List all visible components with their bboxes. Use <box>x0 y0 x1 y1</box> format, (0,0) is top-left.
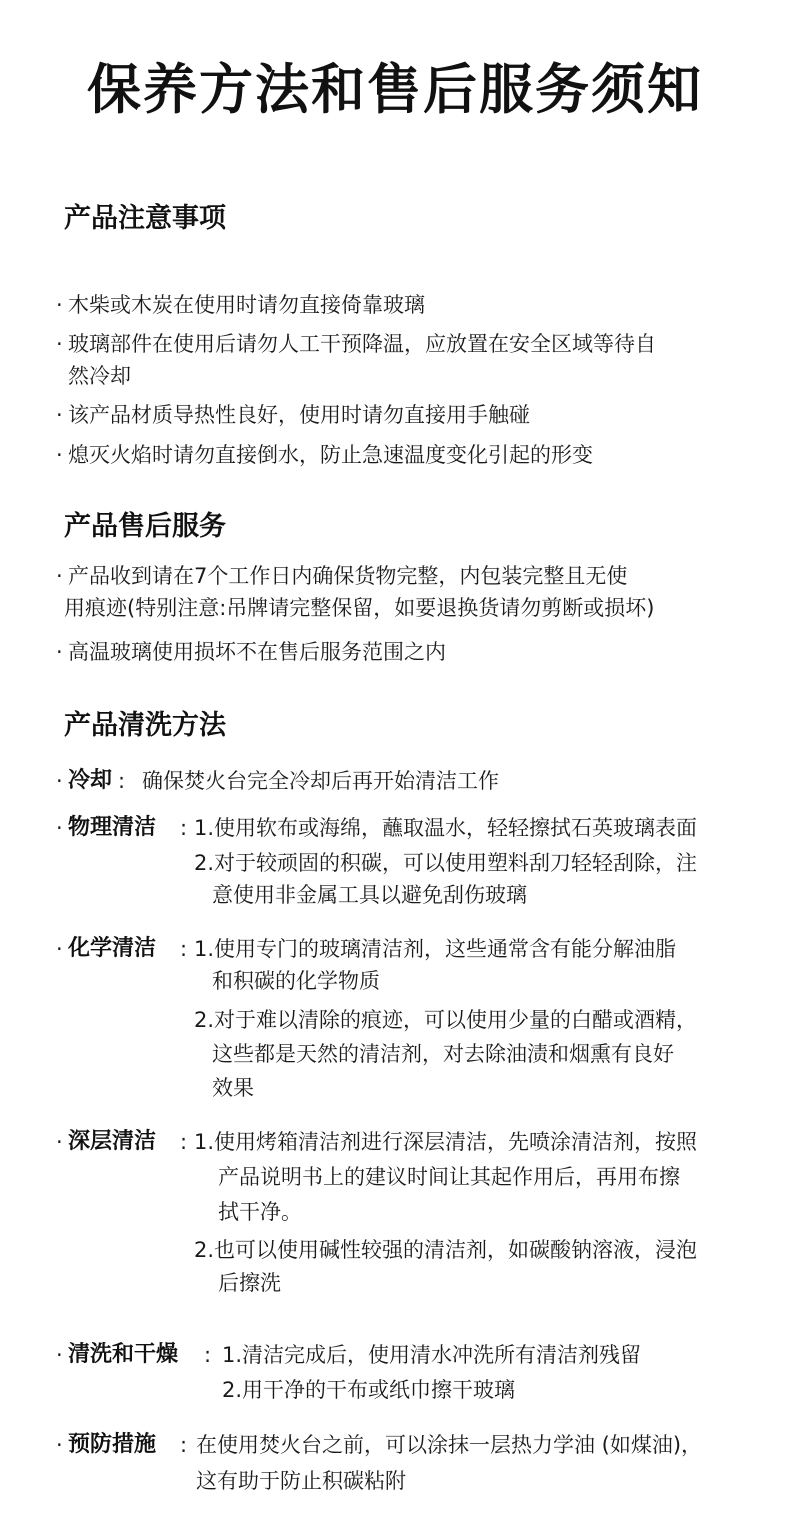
precautions-heading: 产品注意事项 <box>64 203 226 234</box>
after-sales-item-continued: 用痕迹(特别注意:吊牌请完整保留，如要退换货请勿剪断或损坏) <box>64 596 655 620</box>
cleaning-step: 确保焚火台完全冷却后再开始清洁工作 <box>142 769 499 793</box>
bullet-icon: · <box>56 937 63 961</box>
label-colon: : <box>180 1433 188 1457</box>
bullet-icon: · <box>56 1130 63 1154</box>
cleaning-step: 1.清洁完成后，使用清水冲洗所有清洁剂残留 <box>222 1343 642 1367</box>
cleaning-step-continued: 产品说明书上的建议时间让其起作用后，再用布擦 <box>218 1165 680 1189</box>
bullet-icon: · <box>56 332 63 356</box>
page-title: 保养方法和售后服务须知 <box>87 58 703 121</box>
label-colon: : <box>204 1343 212 1367</box>
cleaning-step: 2.对于难以清除的痕迹，可以使用少量的白醋或酒精， <box>194 1008 698 1032</box>
label-colon: : <box>180 1130 188 1154</box>
cleaning-heading: 产品清洗方法 <box>64 710 226 741</box>
after-sales-heading: 产品售后服务 <box>64 511 226 542</box>
cleaning-step-continued: 效果 <box>212 1076 254 1100</box>
label-colon: : <box>180 816 188 840</box>
cleaning-step: 在使用焚火台之前，可以涂抹一层热力学油 (如煤油)， <box>196 1433 703 1457</box>
cleaning-step: 1.使用软布或海绵，蘸取温水，轻轻擦拭石英玻璃表面 <box>194 816 698 840</box>
bullet-icon: · <box>56 403 63 427</box>
bullet-icon: · <box>56 769 63 793</box>
bullet-icon: · <box>56 816 63 840</box>
cleaning-label-prevention: 预防措施 <box>68 1432 157 1457</box>
bullet-icon: · <box>56 564 63 588</box>
bullet-icon: · <box>56 640 63 664</box>
cleaning-step-continued: 拭干净。 <box>218 1200 302 1224</box>
precaution-item-continued: 然冷却 <box>68 364 131 388</box>
cleaning-step-continued: 这有助于防止积碳粘附 <box>196 1469 406 1493</box>
label-colon: : <box>118 769 126 793</box>
cleaning-step-continued: 这些都是天然的清洁剂，对去除油渍和烟熏有良好 <box>212 1042 674 1066</box>
after-sales-item: 产品收到请在7个工作日内确保货物完整，内包装完整且无使 <box>68 564 628 588</box>
cleaning-step: 2.用干净的干布或纸巾擦干玻璃 <box>222 1378 516 1402</box>
cleaning-label-cooling: 冷却 <box>68 768 113 793</box>
cleaning-label-chemical: 化学清洁 <box>68 936 157 961</box>
bullet-icon: · <box>56 293 63 317</box>
precaution-item: 该产品材质导热性良好，使用时请勿直接用手触碰 <box>68 403 530 427</box>
cleaning-step-continued: 后擦洗 <box>218 1271 281 1295</box>
bullet-icon: · <box>56 1433 63 1457</box>
cleaning-label-physical: 物理清洁 <box>68 815 157 840</box>
bullet-icon: · <box>56 443 63 467</box>
cleaning-step-continued: 和积碳的化学物质 <box>212 969 380 993</box>
cleaning-step: 2.也可以使用碱性较强的清洁剂，如碳酸钠溶液，浸泡 <box>194 1238 698 1262</box>
after-sales-item: 高温玻璃使用损坏不在售后服务范围之内 <box>68 640 446 664</box>
cleaning-step: 1.使用专门的玻璃清洁剂，这些通常含有能分解油脂 <box>194 937 677 961</box>
cleaning-step: 2.对于较顽固的积碳，可以使用塑料刮刀轻轻刮除，注 <box>194 851 698 875</box>
label-colon: : <box>180 937 188 961</box>
cleaning-label-rinse-dry: 清洗和干燥 <box>68 1342 179 1367</box>
precaution-item: 玻璃部件在使用后请勿人工干预降温，应放置在安全区域等待自 <box>68 332 656 356</box>
precaution-item: 熄灭火焰时请勿直接倒水，防止急速温度变化引起的形变 <box>68 443 593 467</box>
cleaning-step-continued: 意使用非金属工具以避免刮伤玻璃 <box>212 883 527 907</box>
cleaning-step: 1.使用烤箱清洁剂进行深层清洁，先喷涂清洁剂，按照 <box>194 1130 698 1154</box>
cleaning-label-deep: 深层清洁 <box>68 1129 157 1154</box>
precaution-item: 木柴或木炭在使用时请勿直接倚靠玻璃 <box>68 293 425 317</box>
bullet-icon: · <box>56 1343 63 1367</box>
